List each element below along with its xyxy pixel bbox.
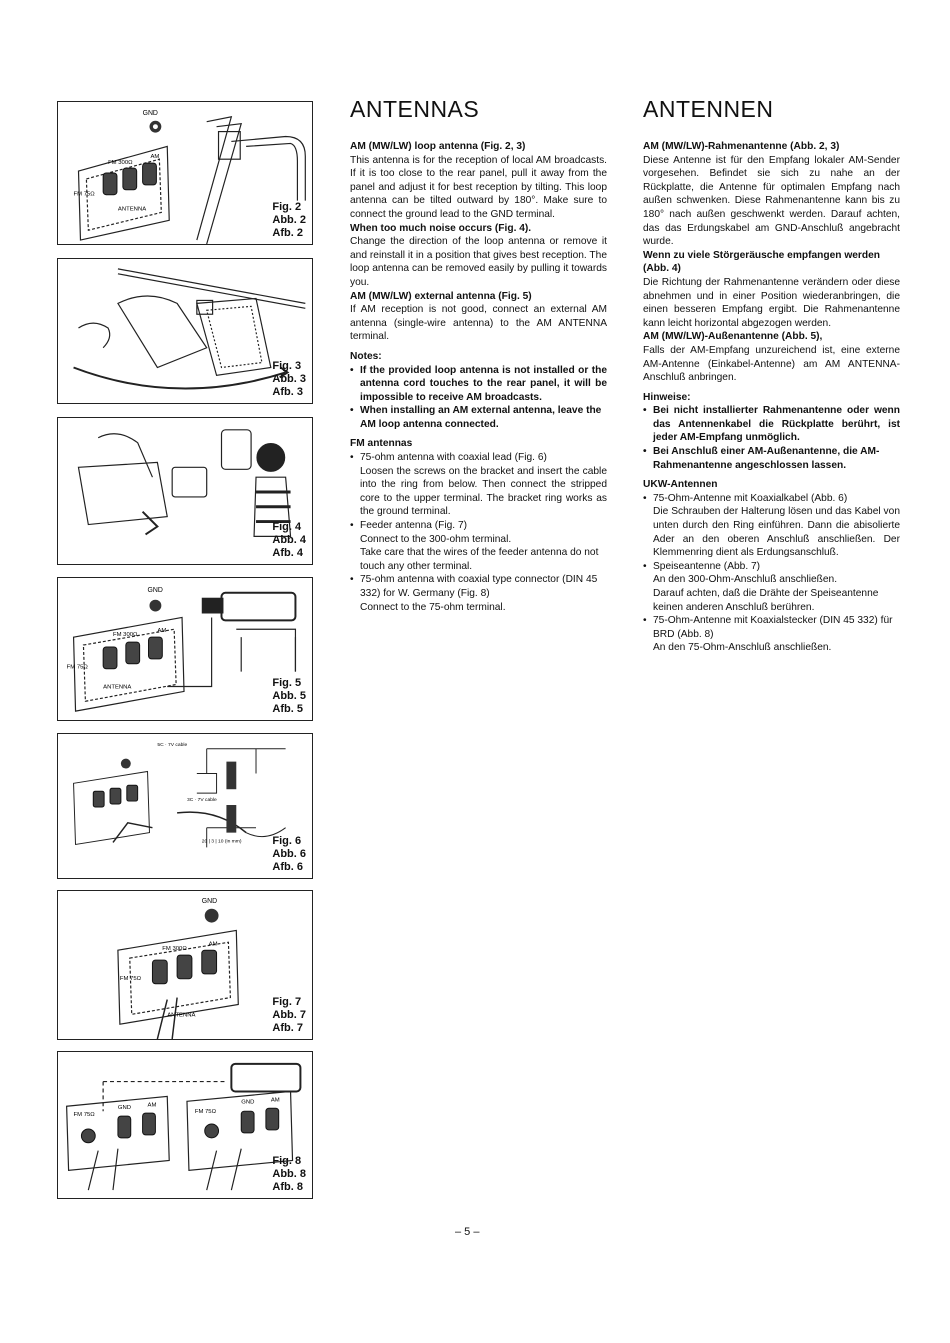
caption-fig: Fig. 6 xyxy=(272,835,302,847)
caption-afb: Afb. 2 xyxy=(272,227,303,239)
am-label: AM xyxy=(157,628,167,635)
caption-abb: Abb. 8 xyxy=(272,1168,306,1180)
caption-fig: Fig. 3 xyxy=(272,360,302,372)
note-1: • If the provided loop antenna is not installed or the antenna cord touches to the rear panel, it will be impossible to receive AM broadcasts. xyxy=(350,364,607,405)
figure-caption xyxy=(272,996,306,1035)
fm-item-3-text: Connect to the 75-ohm terminal. xyxy=(360,601,506,613)
caption-afb: Afb. 4 xyxy=(272,547,303,559)
gnd-label: GND xyxy=(201,897,218,905)
fm75-label: FM 75Ω xyxy=(73,1112,95,1119)
am-loop-title: AM (MW/LW)-Rahmenantenne (Abb. 2, 3) xyxy=(643,141,840,152)
fm-item-3: • 75-Ohm-Antenne mit Koaxialstecker (DIN 45 332) für BRD (Abb. 8) xyxy=(643,614,900,641)
am-external-title: AM (MW/LW)-Außenantenne (Abb. 5), xyxy=(643,331,823,343)
am-external-text: Falls der AM-Empfang unzureichend ist, eine externe AM-Antenne (Einkabel-Antenne) am AM ANTENNA-Anschluß anbringen. xyxy=(643,344,900,384)
am-external-text: If AM reception is not good, connect an external AM antenna (single-wire antenna) to the AM ANTENNA terminal. xyxy=(350,304,607,343)
page-number: – 5 – xyxy=(455,1226,480,1238)
german-column xyxy=(643,140,900,655)
cable-5c-label: 5C · 7V cable xyxy=(157,742,188,748)
gnd-label: GND xyxy=(241,1099,255,1106)
antenna-label: ANTENNA xyxy=(117,206,147,213)
gnd-label: GND xyxy=(147,586,163,594)
fm300-label: FM 300Ω xyxy=(113,632,138,639)
english-column xyxy=(350,140,607,614)
figure-2 xyxy=(57,101,313,245)
gnd-label: GND xyxy=(117,1105,132,1112)
fm-title: FM antennas xyxy=(350,438,413,450)
caption-afb: Afb. 3 xyxy=(272,386,303,398)
fm300-label: FM 300Ω xyxy=(108,160,133,167)
cable-3c-label: 3C · 7V cable xyxy=(186,798,217,804)
fm-item-2: • Speiseantenne (Abb. 7) xyxy=(643,560,900,574)
antenna-label: ANTENNA xyxy=(167,1012,196,1019)
fm-item-1: • 75-Ohm-Antenne mit Koaxialkabel (Abb. 6) xyxy=(643,492,900,506)
fm75-label: FM 75Ω xyxy=(66,664,88,671)
caption-fig: Fig. 5 xyxy=(272,677,302,689)
note-2: • Bei Anschluß einer AM-Außenantenne, die AM-Rahmenantenne angeschlossen lassen. xyxy=(643,445,900,472)
figure-8 xyxy=(57,1051,313,1199)
fm-item-1-text: Loosen the screws on the bracket and insert the cable into the ring from below. Then connect the stripped core to the upper terminal. The bracket ring works as the ground terminal. xyxy=(360,465,607,518)
fm-item-1: • 75-ohm antenna with coaxial lead (Fig. 6) xyxy=(350,451,607,465)
figure-caption xyxy=(272,201,306,240)
figure-3 xyxy=(57,258,313,404)
caption-abb: Abb. 6 xyxy=(272,848,306,860)
fm-item-2-text-2: Darauf achten, daß die Drähte der Speiseantenne keinen anderen Anschluß berühren. xyxy=(653,588,879,613)
fm75-label: FM 75Ω xyxy=(119,975,142,982)
fm-title: UKW-Antennen xyxy=(643,479,718,491)
fm-item-2-text-1: Connect to the 300-ohm terminal. xyxy=(360,533,512,545)
figure-caption xyxy=(272,360,306,399)
caption-fig: Fig. 4 xyxy=(272,521,302,533)
fm-item-3: • 75-ohm antenna with coaxial type connector (DIN 45 332) for W. Germany (Fig. 8) xyxy=(350,573,607,600)
german-heading: ANTENNEN xyxy=(643,96,774,122)
caption-abb: Abb. 2 xyxy=(272,214,306,226)
fm300-label: FM 300Ω xyxy=(162,946,187,953)
am-label: AM xyxy=(147,1102,157,1109)
am-external-title: AM (MW/LW) external antenna (Fig. 5) xyxy=(350,290,532,302)
fm75-label: FM 75Ω xyxy=(194,1109,217,1116)
am-loop-text: Diese Antenne ist für den Empfang lokaler AM-Sender vorgesehen. Befindet sie sich zu nahe an der Rückplatte, die Antenne für optimalen Empfang nach außen schwenken. Diese Rahmenantenne kann bis zu 180° nach außen geschwenkt werden. Darauf achten, das das Erdungskabel am GND-Anschluß angebracht wurde. xyxy=(643,154,900,248)
figure-6 xyxy=(57,733,313,879)
antenna-label: ANTENNA xyxy=(103,684,132,691)
caption-fig: Fig. 2 xyxy=(272,201,302,213)
noise-title: Wenn zu viele Störgeräusche empfangen werden (Abb. 4) xyxy=(643,249,881,275)
fm-item-2-text-1: An den 300-Ohm-Anschluß anschließen. xyxy=(653,574,838,586)
dimension-label: 20 | 3 | 10 (in mm) xyxy=(201,839,242,845)
fm-item-2: • Feeder antenna (Fig. 7) xyxy=(350,519,607,533)
caption-afb: Afb. 8 xyxy=(272,1181,303,1193)
figure-5 xyxy=(57,577,313,721)
notes-title: Hinweise: xyxy=(643,391,691,403)
caption-afb: Afb. 5 xyxy=(272,703,303,715)
caption-fig: Fig. 8 xyxy=(272,1155,302,1167)
fm-item-3-text: An den 75-Ohm-Anschluß anschließen. xyxy=(653,642,832,654)
am-label: AM xyxy=(270,1097,280,1104)
caption-fig: Fig. 7 xyxy=(272,996,302,1008)
caption-abb: Abb. 3 xyxy=(272,373,306,385)
figure-caption xyxy=(272,521,306,560)
note-1: • Bei nicht installierter Rahmenantenne oder wenn das Antennenkabel die Rückplatte berührt, ist jeder AM-Empfang unmöglich. xyxy=(643,404,900,445)
noise-title: When too much noise occurs (Fig. 4). xyxy=(350,222,532,234)
noise-text: Die Richtung der Rahmenantenne verändern oder diese abnehmen und in einer Position wiederanbringen, die einen besseren Empfang ergibt. Die Rahmenantenne kann leicht horizontal abgezogen werden. xyxy=(643,276,900,329)
caption-abb: Abb. 4 xyxy=(272,534,306,546)
am-loop-text: This antenna is for the reception of local AM broadcasts. If it is too close to the rear panel, pull it away from the panel and adjust it for best reception by tilting. This loop antenna can be tilted outward by 180°. Make sure to connect the ground lead to the GND terminal. xyxy=(350,154,607,220)
fm-item-1-text: Die Schrauben der Halterung lösen und das Kabel von unten durch den Ring einführen. Dann die abisolierte Ader an den oberen Anschluß anschließen. Der Klemmenring dient als Erdungsanschluß. xyxy=(653,506,900,559)
figure-caption xyxy=(272,1155,306,1194)
note-2: • When installing an AM external antenna, leave the AM loop antenna connected. xyxy=(350,404,607,431)
figure-4 xyxy=(57,417,313,565)
fm-item-2-text-2: Take care that the wires of the feeder antenna do not touch any other terminal. xyxy=(360,547,599,572)
caption-abb: Abb. 7 xyxy=(272,1009,306,1021)
am-label: AM xyxy=(150,154,160,161)
fm75-label: FM 75Ω xyxy=(73,191,95,198)
figure-caption xyxy=(272,835,306,874)
caption-abb: Abb. 5 xyxy=(272,690,306,702)
notes-title: Notes: xyxy=(350,350,382,362)
gnd-label: GND xyxy=(142,109,158,117)
caption-afb: Afb. 7 xyxy=(272,1022,303,1034)
am-loop-title: AM (MW/LW) loop antenna (Fig. 2, 3) xyxy=(350,141,526,152)
figure-caption xyxy=(272,677,306,716)
english-heading: ANTENNAS xyxy=(350,96,480,122)
caption-afb: Afb. 6 xyxy=(272,861,303,873)
figure-7 xyxy=(57,890,313,1040)
noise-text: Change the direction of the loop antenna or remove it and reinstall it in a position that gives best reception. The loop antenna can be removed easily by pulling it towards you. xyxy=(350,236,607,288)
am-label: AM xyxy=(208,941,218,948)
